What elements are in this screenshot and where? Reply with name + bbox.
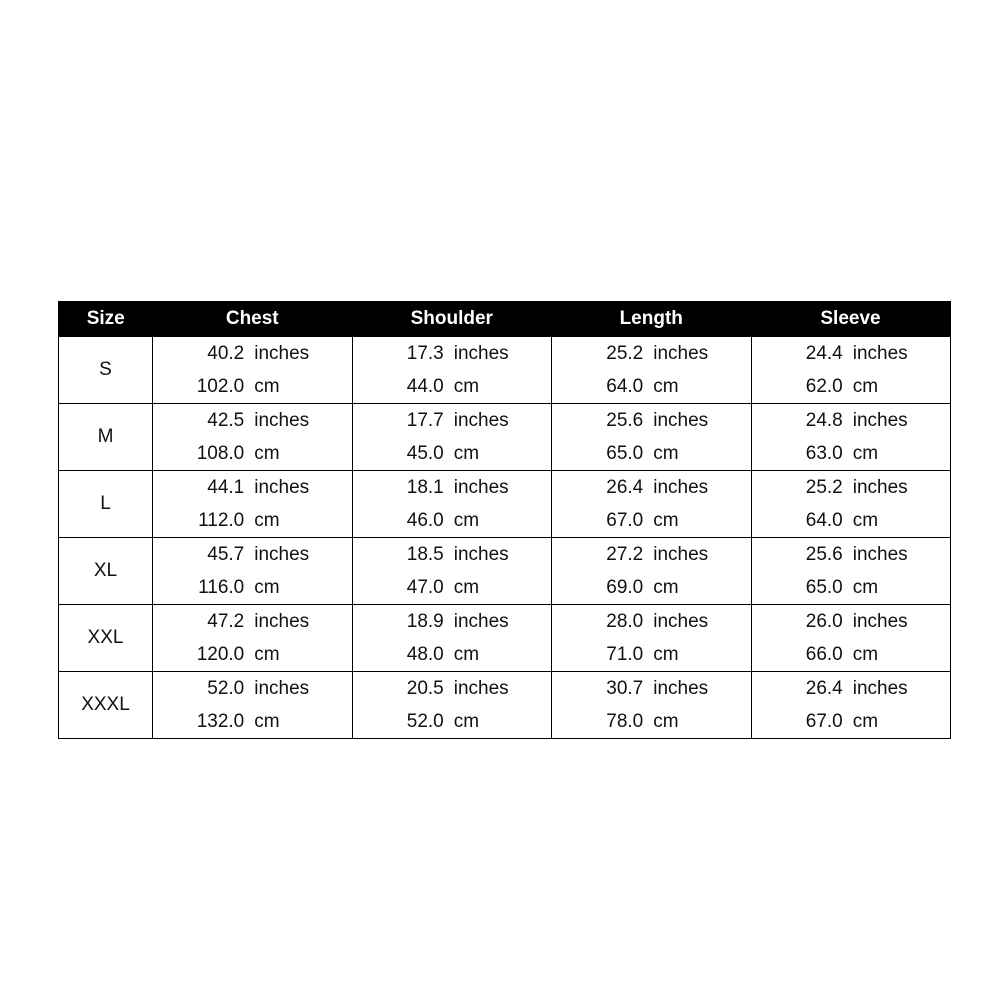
length-inches-line — [591, 605, 711, 638]
length-cell — [552, 337, 752, 404]
length-inches-value: 26.4 — [606, 476, 644, 498]
chest-inches-value: 44.1 — [207, 476, 245, 498]
cm-unit-label: cm — [653, 643, 679, 665]
chest-inches-line — [192, 404, 312, 437]
shoulder-cm-line — [392, 370, 512, 403]
table-row — [59, 404, 951, 471]
sleeve-cm-line — [791, 638, 911, 671]
chest-cell — [153, 672, 353, 739]
cm-unit-label: cm — [852, 509, 879, 531]
length-cell — [552, 471, 752, 538]
cm-unit-label: cm — [852, 710, 879, 732]
chest-cm-value: 102.0 — [196, 375, 245, 397]
sleeve-cm-value: 62.0 — [805, 375, 843, 397]
chest-inches-line — [192, 672, 312, 705]
cm-unit-label: cm — [254, 643, 280, 665]
sleeve-cm-line — [791, 437, 911, 470]
sleeve-inches-line — [791, 672, 911, 705]
cm-unit-label: cm — [852, 375, 879, 397]
cm-unit-label: cm — [653, 375, 679, 397]
chest-cm-value: 120.0 — [196, 643, 245, 665]
shoulder-inches-value: 18.1 — [406, 476, 444, 498]
length-inches-line — [591, 538, 711, 571]
sleeve-cell — [751, 471, 951, 538]
chest-inches-value: 40.2 — [207, 342, 245, 364]
inches-unit-label: inches — [453, 342, 509, 364]
table-row — [59, 538, 951, 605]
sleeve-cm-line — [791, 571, 911, 604]
length-cm-value: 69.0 — [606, 576, 644, 598]
cm-unit-label: cm — [653, 442, 679, 464]
cm-unit-label: cm — [852, 643, 879, 665]
sleeve-cm-line — [791, 504, 911, 537]
cm-unit-label: cm — [653, 710, 679, 732]
header-row — [59, 302, 951, 337]
inches-unit-label: inches — [852, 610, 908, 632]
inches-unit-label: inches — [852, 342, 908, 364]
shoulder-inches-value: 17.7 — [406, 409, 444, 431]
sleeve-cell — [751, 337, 951, 404]
table-row — [59, 337, 951, 404]
chest-cell — [153, 404, 353, 471]
inches-unit-label: inches — [852, 409, 908, 431]
inches-unit-label: inches — [254, 677, 310, 699]
inches-unit-label: inches — [653, 543, 709, 565]
sleeve-inches-value: 26.4 — [805, 677, 843, 699]
shoulder-cm-line — [392, 571, 512, 604]
length-cell — [552, 538, 752, 605]
sleeve-cm-line — [791, 705, 911, 738]
shoulder-inches-line — [392, 471, 512, 504]
shoulder-inches-value: 20.5 — [406, 677, 444, 699]
chest-cm-value: 116.0 — [198, 576, 245, 598]
shoulder-inches-value: 17.3 — [406, 342, 444, 364]
chest-inches-line — [192, 605, 312, 638]
table-row — [59, 471, 951, 538]
cm-unit-label: cm — [453, 576, 480, 598]
shoulder-inches-value: 18.5 — [406, 543, 444, 565]
inches-unit-label: inches — [653, 409, 709, 431]
size-label: XXXL — [59, 672, 153, 739]
length-cm-line — [591, 571, 711, 604]
shoulder-cell — [352, 404, 552, 471]
cm-unit-label: cm — [254, 710, 280, 732]
cm-unit-label: cm — [653, 576, 679, 598]
sleeve-inches-value: 25.2 — [805, 476, 843, 498]
shoulder-inches-line — [392, 672, 512, 705]
header-shoulder: Shoulder — [352, 302, 552, 337]
chest-cm-line — [192, 638, 312, 671]
length-inches-value: 28.0 — [606, 610, 644, 632]
sleeve-inches-value: 24.4 — [805, 342, 843, 364]
table-row — [59, 605, 951, 672]
chest-cell — [153, 605, 353, 672]
length-cell — [552, 605, 752, 672]
shoulder-cell — [352, 471, 552, 538]
cm-unit-label: cm — [852, 576, 879, 598]
cm-unit-label: cm — [254, 576, 280, 598]
inches-unit-label: inches — [653, 476, 709, 498]
cm-unit-label: cm — [653, 509, 679, 531]
sleeve-cm-line — [791, 370, 911, 403]
length-inches-value: 27.2 — [606, 543, 644, 565]
cm-unit-label: cm — [453, 442, 480, 464]
length-inches-line — [591, 404, 711, 437]
inches-unit-label: inches — [453, 677, 509, 699]
size-label: XL — [59, 538, 153, 605]
shoulder-inches-line — [392, 538, 512, 571]
length-cm-line — [591, 370, 711, 403]
length-cm-line — [591, 638, 711, 671]
sleeve-inches-line — [791, 605, 911, 638]
length-cm-line — [591, 705, 711, 738]
chest-cm-line — [192, 370, 312, 403]
length-inches-line — [591, 672, 711, 705]
sleeve-cell — [751, 605, 951, 672]
shoulder-inches-line — [392, 605, 512, 638]
sleeve-cm-value: 64.0 — [805, 509, 843, 531]
header-chest: Chest — [153, 302, 353, 337]
shoulder-cm-value: 44.0 — [406, 375, 444, 397]
shoulder-cm-line — [392, 504, 512, 537]
shoulder-cm-line — [392, 705, 512, 738]
inches-unit-label: inches — [254, 610, 310, 632]
cm-unit-label: cm — [453, 375, 480, 397]
size-label: S — [59, 337, 153, 404]
shoulder-inches-line — [392, 337, 512, 370]
sleeve-inches-line — [791, 471, 911, 504]
inches-unit-label: inches — [852, 476, 908, 498]
shoulder-cm-value: 48.0 — [406, 643, 444, 665]
cm-unit-label: cm — [254, 375, 280, 397]
chest-cell — [153, 471, 353, 538]
shoulder-cm-value: 45.0 — [406, 442, 444, 464]
cm-unit-label: cm — [852, 442, 879, 464]
sleeve-inches-line — [791, 337, 911, 370]
chest-cm-line — [192, 437, 312, 470]
chest-cell — [153, 337, 353, 404]
length-cm-value: 67.0 — [606, 509, 644, 531]
shoulder-cm-value: 47.0 — [406, 576, 444, 598]
length-cell — [552, 672, 752, 739]
shoulder-cm-value: 46.0 — [406, 509, 444, 531]
length-inches-line — [591, 337, 711, 370]
length-cell — [552, 404, 752, 471]
inches-unit-label: inches — [453, 543, 509, 565]
length-cm-value: 71.0 — [606, 643, 644, 665]
shoulder-inches-line — [392, 404, 512, 437]
length-inches-value: 30.7 — [606, 677, 644, 699]
cm-unit-label: cm — [453, 710, 480, 732]
cm-unit-label: cm — [254, 509, 280, 531]
length-cm-line — [591, 504, 711, 537]
size-label: M — [59, 404, 153, 471]
header-length: Length — [552, 302, 752, 337]
chest-cell — [153, 538, 353, 605]
chest-inches-line — [192, 538, 312, 571]
inches-unit-label: inches — [254, 342, 310, 364]
sleeve-cm-value: 67.0 — [805, 710, 843, 732]
length-inches-value: 25.2 — [606, 342, 644, 364]
cm-unit-label: cm — [453, 509, 480, 531]
inches-unit-label: inches — [653, 610, 709, 632]
chest-cm-value: 108.0 — [196, 442, 245, 464]
shoulder-cm-line — [392, 437, 512, 470]
header-size: Size — [59, 302, 153, 337]
chest-inches-line — [192, 337, 312, 370]
chest-inches-line — [192, 471, 312, 504]
sleeve-inches-line — [791, 404, 911, 437]
inches-unit-label: inches — [453, 610, 509, 632]
chest-inches-value: 42.5 — [207, 409, 245, 431]
sleeve-inches-value: 26.0 — [805, 610, 843, 632]
size-label: XXL — [59, 605, 153, 672]
shoulder-cm-value: 52.0 — [406, 710, 444, 732]
cm-unit-label: cm — [453, 643, 480, 665]
inches-unit-label: inches — [852, 677, 908, 699]
chest-cm-value: 132.0 — [196, 710, 245, 732]
size-chart-table — [58, 301, 951, 739]
length-cm-value: 78.0 — [606, 710, 644, 732]
cm-unit-label: cm — [254, 442, 280, 464]
chest-inches-value: 47.2 — [207, 610, 245, 632]
length-cm-line — [591, 437, 711, 470]
sleeve-inches-value: 25.6 — [805, 543, 843, 565]
inches-unit-label: inches — [653, 677, 709, 699]
sleeve-cell — [751, 538, 951, 605]
chest-inches-value: 45.7 — [207, 543, 245, 565]
inches-unit-label: inches — [453, 476, 509, 498]
chest-cm-line — [192, 571, 312, 604]
inches-unit-label: inches — [852, 543, 908, 565]
chest-cm-line — [192, 504, 312, 537]
chest-cm-value: 112.0 — [198, 509, 245, 531]
sleeve-cm-value: 66.0 — [805, 643, 843, 665]
shoulder-cell — [352, 337, 552, 404]
size-label: L — [59, 471, 153, 538]
inches-unit-label: inches — [653, 342, 709, 364]
shoulder-cell — [352, 538, 552, 605]
table-row — [59, 672, 951, 739]
inches-unit-label: inches — [254, 543, 310, 565]
chest-cm-line — [192, 705, 312, 738]
length-cm-value: 65.0 — [606, 442, 644, 464]
sleeve-cm-value: 65.0 — [805, 576, 843, 598]
sleeve-cell — [751, 672, 951, 739]
shoulder-cell — [352, 672, 552, 739]
length-cm-value: 64.0 — [606, 375, 644, 397]
shoulder-cell — [352, 605, 552, 672]
inches-unit-label: inches — [254, 476, 310, 498]
sleeve-inches-line — [791, 538, 911, 571]
shoulder-cm-line — [392, 638, 512, 671]
sleeve-inches-value: 24.8 — [805, 409, 843, 431]
header-sleeve: Sleeve — [751, 302, 951, 337]
sleeve-cm-value: 63.0 — [805, 442, 843, 464]
length-inches-value: 25.6 — [606, 409, 644, 431]
inches-unit-label: inches — [254, 409, 310, 431]
chest-inches-value: 52.0 — [207, 677, 245, 699]
length-inches-line — [591, 471, 711, 504]
shoulder-inches-value: 18.9 — [406, 610, 444, 632]
inches-unit-label: inches — [453, 409, 509, 431]
sleeve-cell — [751, 404, 951, 471]
